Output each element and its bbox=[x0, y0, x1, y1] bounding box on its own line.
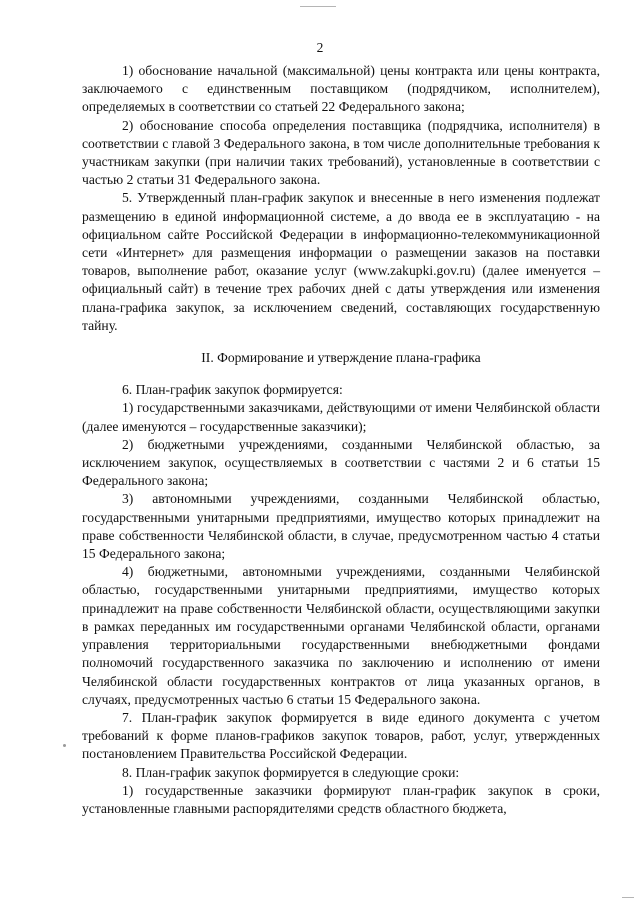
scan-artifact bbox=[63, 744, 66, 747]
paragraph-price-justification: 1) обоснование начальной (максимальной) цены контракта или цены контракта, заключаемого с единственным поставщиком (подрядчиком, исполнителем), определяемых в соответствии со статьей 22 Федерального закона; bbox=[82, 63, 600, 115]
paragraph-clause-6-item-1: 1) государственными заказчиками, действующими от имени Челябинской области (далее именуются – государственные заказчики); bbox=[82, 400, 600, 434]
scan-artifact bbox=[300, 6, 336, 7]
paragraph-method-justification: 2) обоснование способа определения поставщика (подрядчика, исполнителя) в соответствии с главой 3 Федерального закона, в том числе дополнительные требования к участникам закупки (при наличии таких требований), установленные в соответствии с частью 2 статьи 31 Федерального закона. bbox=[82, 117, 600, 188]
section-heading: II. Формирование и утверждение плана-графика bbox=[201, 350, 481, 366]
paragraph-clause-6: 6. План-график закупок формируется: bbox=[122, 382, 343, 398]
paragraph-clause-6-item-2: 2) бюджетными учреждениями, созданными Челябинской областью, за исключением закупок, осуществляемых в соответствии с частями 2 и 6 статьи 15 Федерального закона; bbox=[82, 436, 600, 489]
scan-artifact bbox=[622, 897, 634, 898]
paragraph-clause-8-item-1: 1) государственные заказчики формируют план-график закупок в сроки, установленные главными распорядителями средств областного бюджета, bbox=[82, 782, 600, 816]
document-body bbox=[82, 62, 600, 818]
paragraph-clause-6-item-4: 4) бюджетными, автономными учреждениями, созданными Челябинской областью, государственными унитарными предприятиями, имущество которых принадлежит на праве собственности Челябинской области, осуществляющими закупки в рамках переданных им государственными органами Челябинской области, органами управления территориальными государственными внебюджетными фондами полномочий государственного заказчика по заключению и исполнению от имени Челябинской области государственных контрактов от лица указанных органов, в случаях, предусмотренных частью 6 статьи 15 Федерального закона. bbox=[82, 564, 600, 707]
paragraph-clause-7: 7. План-график закупок формируется в виде единого документа с учетом требований к форме планов-графиков закупок товаров, работ, услуг, утвержденных постановлением Правительства Российской Федерации. bbox=[82, 709, 600, 762]
paragraph-clause-6-item-3: 3) автономными учреждениями, созданными Челябинской областью, государственными унитарными предприятиями, имущество которых принадлежит на праве собственности Челябинской области, в случае, предусмотренном частью 4 статьи 15 Федерального закона; bbox=[82, 491, 600, 562]
page-number: 2 bbox=[316, 40, 324, 55]
paragraph-clause-5: 5. Утвержденный план-график закупок и внесенные в него изменения подлежат размещению в единой информационной системе, а до ввода ее в эксплуатацию - на официальном сайте Российской Федерации в информационно-телекоммуникационной сети «Интернет» для размещения информации о размещении заказов на поставки товаров, выполнение работ, оказание услуг (www.zakupki.gov.ru) (далее именуется – официальный сайт) в течение трех рабочих дней с даты утверждения или изменения плана-графика закупок, за исключением сведений, составляющих государственную тайну. bbox=[82, 190, 600, 333]
paragraph-clause-8: 8. План-график закупок формируется в следующие сроки: bbox=[122, 764, 460, 780]
